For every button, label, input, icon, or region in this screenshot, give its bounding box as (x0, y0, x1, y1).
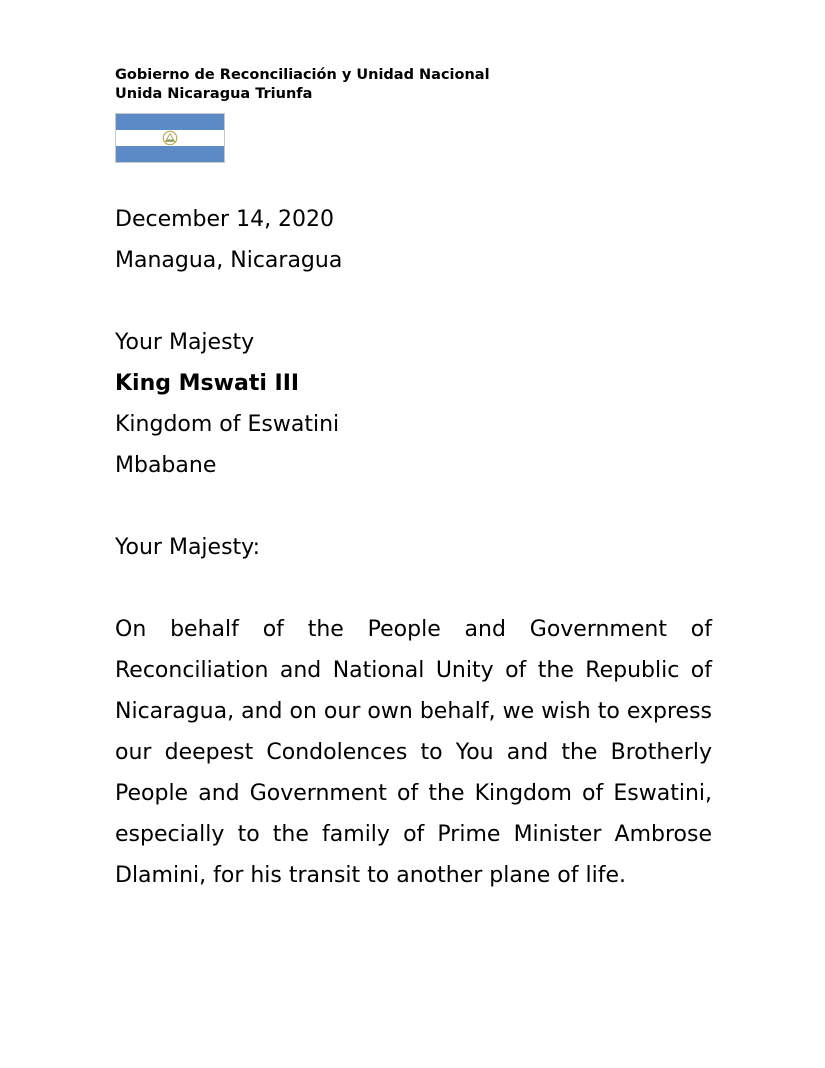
salutation: Your Majesty: (115, 535, 260, 560)
letter-page (115, 66, 712, 896)
recipient-honorific: Your Majesty (115, 330, 255, 355)
nicaragua-flag-icon (115, 113, 225, 163)
letterhead (115, 66, 712, 163)
recipient-city: Mbabane (115, 453, 217, 478)
flag-bottom-stripe (116, 146, 224, 162)
body-paragraph: On behalf of the People and Government of Reconciliation and National Unity of the Republic of Nicaragua, and on our own behalf, we wish to express our deepest Condolences to You and the Brotherly People and Government of the Kingdom of Eswatini, especially to the family of Prime Minister Ambrose Dlamini, for his transit to another plane of life. (115, 617, 712, 888)
dateline (115, 199, 712, 281)
flag-emblem-icon (161, 129, 179, 147)
recipient-address (115, 322, 712, 486)
recipient-country: Kingdom of Eswatini (115, 412, 340, 437)
flag-top-stripe (116, 114, 224, 130)
letterhead-motto: Unida Nicaragua Triunfa (115, 86, 313, 102)
letter-date: December 14, 2020 (115, 207, 335, 232)
recipient-name: King Mswati III (115, 371, 300, 396)
letter-place: Managua, Nicaragua (115, 248, 343, 273)
letterhead-government-name: Gobierno de Reconciliación y Unidad Nacional (115, 67, 490, 83)
